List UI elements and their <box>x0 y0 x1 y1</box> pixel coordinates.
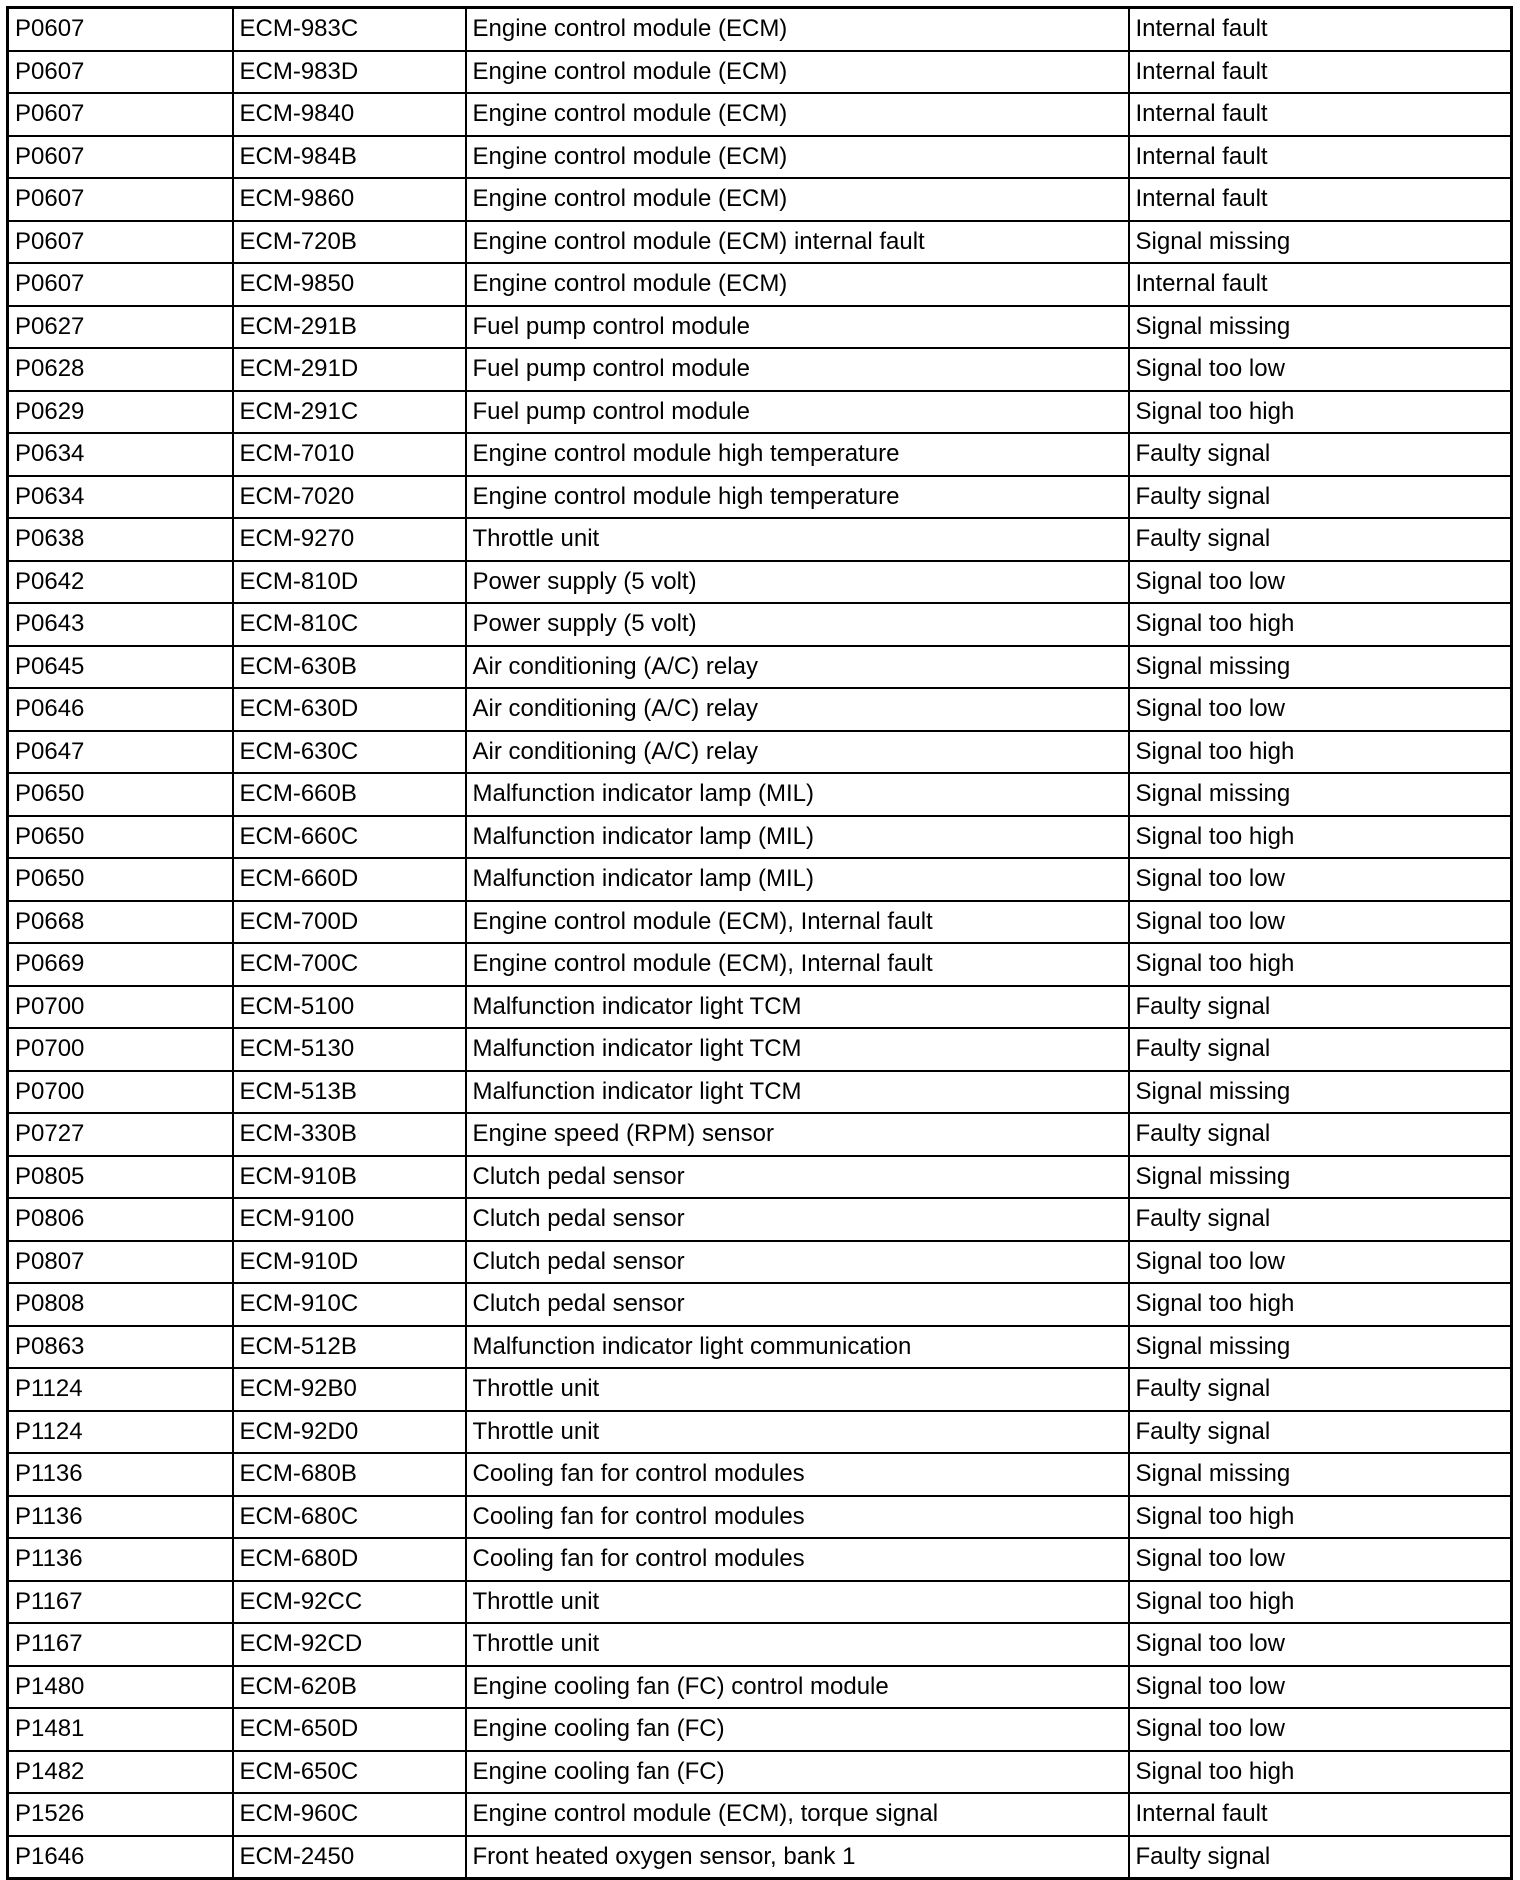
component-cell: Engine cooling fan (FC) control module <box>466 1666 1129 1709</box>
fault-type-cell: Signal too low <box>1129 1623 1512 1666</box>
fault-type-cell: Signal missing <box>1129 1453 1512 1496</box>
fault-type-cell: Signal too high <box>1129 943 1512 986</box>
table-row <box>8 1836 1512 1879</box>
dtc-code-cell: P0650 <box>8 858 233 901</box>
dtc-code-cell: P0700 <box>8 1071 233 1114</box>
dtc-code-cell: P1480 <box>8 1666 233 1709</box>
fault-type-cell: Signal too low <box>1129 1538 1512 1581</box>
fault-type-cell: Internal fault <box>1129 93 1512 136</box>
component-cell: Engine control module (ECM) internal fault <box>466 221 1129 264</box>
table-row <box>8 1071 1512 1114</box>
table-row <box>8 518 1512 561</box>
component-cell: Engine control module high temperature <box>466 433 1129 476</box>
component-cell: Engine control module (ECM) <box>466 136 1129 179</box>
dtc-code-cell: P1167 <box>8 1581 233 1624</box>
fault-type-cell: Signal missing <box>1129 1326 1512 1369</box>
ecm-code-cell: ECM-650C <box>233 1751 466 1794</box>
dtc-code-cell: P0646 <box>8 688 233 731</box>
ecm-code-cell: ECM-910B <box>233 1156 466 1199</box>
fault-type-cell: Signal too high <box>1129 1496 1512 1539</box>
component-cell: Front heated oxygen sensor, bank 1 <box>466 1836 1129 1879</box>
table-row <box>8 476 1512 519</box>
dtc-code-cell: P0668 <box>8 901 233 944</box>
fault-type-cell: Internal fault <box>1129 51 1512 94</box>
dtc-code-cell: P0647 <box>8 731 233 774</box>
dtc-table <box>6 6 1513 1880</box>
dtc-code-cell: P0806 <box>8 1198 233 1241</box>
ecm-code-cell: ECM-7020 <box>233 476 466 519</box>
component-cell: Cooling fan for control modules <box>466 1538 1129 1581</box>
dtc-code-cell: P1526 <box>8 1793 233 1836</box>
ecm-code-cell: ECM-2450 <box>233 1836 466 1879</box>
component-cell: Malfunction indicator light TCM <box>466 1071 1129 1114</box>
dtc-code-cell: P0634 <box>8 433 233 476</box>
dtc-code-cell: P0607 <box>8 93 233 136</box>
dtc-code-cell: P1481 <box>8 1708 233 1751</box>
fault-type-cell: Faulty signal <box>1129 476 1512 519</box>
component-cell: Engine control module (ECM) <box>466 178 1129 221</box>
table-row <box>8 901 1512 944</box>
fault-type-cell: Signal too low <box>1129 348 1512 391</box>
dtc-code-cell: P0607 <box>8 51 233 94</box>
dtc-code-cell: P1124 <box>8 1411 233 1454</box>
dtc-code-cell: P0643 <box>8 603 233 646</box>
ecm-code-cell: ECM-630C <box>233 731 466 774</box>
dtc-code-cell: P1167 <box>8 1623 233 1666</box>
table-row <box>8 1326 1512 1369</box>
dtc-code-cell: P0628 <box>8 348 233 391</box>
component-cell: Engine control module (ECM), Internal fault <box>466 901 1129 944</box>
ecm-code-cell: ECM-910C <box>233 1283 466 1326</box>
table-row <box>8 51 1512 94</box>
dtc-code-cell: P0638 <box>8 518 233 561</box>
dtc-code-cell: P1646 <box>8 1836 233 1879</box>
table-row <box>8 1666 1512 1709</box>
dtc-code-cell: P1136 <box>8 1538 233 1581</box>
dtc-code-cell: P0607 <box>8 8 233 51</box>
fault-type-cell: Signal missing <box>1129 1156 1512 1199</box>
table-row <box>8 1113 1512 1156</box>
ecm-code-cell: ECM-92D0 <box>233 1411 466 1454</box>
component-cell: Clutch pedal sensor <box>466 1241 1129 1284</box>
table-row <box>8 136 1512 179</box>
fault-type-cell: Internal fault <box>1129 178 1512 221</box>
component-cell: Engine control module (ECM), Internal fault <box>466 943 1129 986</box>
ecm-code-cell: ECM-9860 <box>233 178 466 221</box>
dtc-code-cell: P1136 <box>8 1453 233 1496</box>
table-row <box>8 646 1512 689</box>
table-row <box>8 1623 1512 1666</box>
ecm-code-cell: ECM-680B <box>233 1453 466 1496</box>
component-cell: Fuel pump control module <box>466 306 1129 349</box>
ecm-code-cell: ECM-700C <box>233 943 466 986</box>
component-cell: Engine control module (ECM) <box>466 93 1129 136</box>
table-row <box>8 986 1512 1029</box>
table-row <box>8 773 1512 816</box>
component-cell: Throttle unit <box>466 1411 1129 1454</box>
dtc-code-cell: P0805 <box>8 1156 233 1199</box>
fault-type-cell: Faulty signal <box>1129 1028 1512 1071</box>
table-row <box>8 1028 1512 1071</box>
dtc-code-cell: P0629 <box>8 391 233 434</box>
component-cell: Air conditioning (A/C) relay <box>466 646 1129 689</box>
table-row <box>8 1453 1512 1496</box>
table-row <box>8 1198 1512 1241</box>
fault-type-cell: Signal missing <box>1129 1071 1512 1114</box>
fault-type-cell: Signal missing <box>1129 646 1512 689</box>
fault-type-cell: Signal too low <box>1129 858 1512 901</box>
component-cell: Malfunction indicator light TCM <box>466 986 1129 1029</box>
component-cell: Malfunction indicator lamp (MIL) <box>466 816 1129 859</box>
component-cell: Throttle unit <box>466 518 1129 561</box>
dtc-code-cell: P0650 <box>8 773 233 816</box>
ecm-code-cell: ECM-650D <box>233 1708 466 1751</box>
ecm-code-cell: ECM-810D <box>233 561 466 604</box>
dtc-code-cell: P0607 <box>8 136 233 179</box>
component-cell: Power supply (5 volt) <box>466 603 1129 646</box>
ecm-code-cell: ECM-330B <box>233 1113 466 1156</box>
table-row <box>8 1708 1512 1751</box>
table-row <box>8 1368 1512 1411</box>
fault-type-cell: Signal missing <box>1129 221 1512 264</box>
component-cell: Clutch pedal sensor <box>466 1156 1129 1199</box>
dtc-code-cell: P0669 <box>8 943 233 986</box>
table-row <box>8 1283 1512 1326</box>
component-cell: Fuel pump control module <box>466 391 1129 434</box>
ecm-code-cell: ECM-9270 <box>233 518 466 561</box>
component-cell: Air conditioning (A/C) relay <box>466 731 1129 774</box>
table-row <box>8 561 1512 604</box>
component-cell: Throttle unit <box>466 1581 1129 1624</box>
table-row <box>8 688 1512 731</box>
fault-type-cell: Signal missing <box>1129 773 1512 816</box>
ecm-code-cell: ECM-984B <box>233 136 466 179</box>
ecm-code-cell: ECM-660D <box>233 858 466 901</box>
dtc-code-cell: P0634 <box>8 476 233 519</box>
ecm-code-cell: ECM-9850 <box>233 263 466 306</box>
table-row <box>8 1581 1512 1624</box>
fault-type-cell: Internal fault <box>1129 8 1512 51</box>
ecm-code-cell: ECM-700D <box>233 901 466 944</box>
dtc-code-cell: P0607 <box>8 178 233 221</box>
fault-type-cell: Signal too high <box>1129 1283 1512 1326</box>
ecm-code-cell: ECM-291C <box>233 391 466 434</box>
table-row <box>8 306 1512 349</box>
component-cell: Engine control module (ECM) <box>466 263 1129 306</box>
ecm-code-cell: ECM-5130 <box>233 1028 466 1071</box>
fault-type-cell: Signal missing <box>1129 306 1512 349</box>
fault-type-cell: Signal too high <box>1129 1751 1512 1794</box>
ecm-code-cell: ECM-680D <box>233 1538 466 1581</box>
component-cell: Clutch pedal sensor <box>466 1198 1129 1241</box>
table-row <box>8 221 1512 264</box>
dtc-code-cell: P0808 <box>8 1283 233 1326</box>
ecm-code-cell: ECM-630D <box>233 688 466 731</box>
table-row <box>8 178 1512 221</box>
fault-type-cell: Signal too low <box>1129 561 1512 604</box>
ecm-code-cell: ECM-983C <box>233 8 466 51</box>
table-row <box>8 731 1512 774</box>
ecm-code-cell: ECM-513B <box>233 1071 466 1114</box>
component-cell: Fuel pump control module <box>466 348 1129 391</box>
ecm-code-cell: ECM-630B <box>233 646 466 689</box>
table-row <box>8 1751 1512 1794</box>
fault-type-cell: Faulty signal <box>1129 986 1512 1029</box>
dtc-code-cell: P0807 <box>8 1241 233 1284</box>
table-row <box>8 391 1512 434</box>
component-cell: Malfunction indicator lamp (MIL) <box>466 773 1129 816</box>
ecm-code-cell: ECM-660B <box>233 773 466 816</box>
component-cell: Power supply (5 volt) <box>466 561 1129 604</box>
ecm-code-cell: ECM-92CC <box>233 1581 466 1624</box>
fault-type-cell: Internal fault <box>1129 136 1512 179</box>
dtc-code-cell: P0650 <box>8 816 233 859</box>
component-cell: Engine control module (ECM), torque signal <box>466 1793 1129 1836</box>
table-row <box>8 8 1512 51</box>
table-row <box>8 1496 1512 1539</box>
component-cell: Air conditioning (A/C) relay <box>466 688 1129 731</box>
table-row <box>8 858 1512 901</box>
ecm-code-cell: ECM-620B <box>233 1666 466 1709</box>
fault-type-cell: Signal too high <box>1129 391 1512 434</box>
ecm-code-cell: ECM-680C <box>233 1496 466 1539</box>
component-cell: Engine control module (ECM) <box>466 51 1129 94</box>
component-cell: Engine speed (RPM) sensor <box>466 1113 1129 1156</box>
fault-type-cell: Internal fault <box>1129 1793 1512 1836</box>
fault-type-cell: Signal too low <box>1129 1241 1512 1284</box>
table-row <box>8 1411 1512 1454</box>
dtc-code-cell: P1124 <box>8 1368 233 1411</box>
dtc-code-cell: P0700 <box>8 986 233 1029</box>
fault-type-cell: Signal too low <box>1129 688 1512 731</box>
ecm-code-cell: ECM-983D <box>233 51 466 94</box>
table-row <box>8 1241 1512 1284</box>
table-row <box>8 1793 1512 1836</box>
ecm-code-cell: ECM-291B <box>233 306 466 349</box>
fault-type-cell: Faulty signal <box>1129 1368 1512 1411</box>
dtc-code-cell: P0607 <box>8 263 233 306</box>
dtc-code-cell: P0627 <box>8 306 233 349</box>
component-cell: Engine control module (ECM) <box>466 8 1129 51</box>
component-cell: Throttle unit <box>466 1368 1129 1411</box>
component-cell: Malfunction indicator light communication <box>466 1326 1129 1369</box>
component-cell: Engine cooling fan (FC) <box>466 1708 1129 1751</box>
table-row <box>8 1156 1512 1199</box>
fault-type-cell: Signal too high <box>1129 816 1512 859</box>
component-cell: Clutch pedal sensor <box>466 1283 1129 1326</box>
fault-type-cell: Signal too low <box>1129 901 1512 944</box>
fault-type-cell: Faulty signal <box>1129 1836 1512 1879</box>
table-row <box>8 603 1512 646</box>
ecm-code-cell: ECM-720B <box>233 221 466 264</box>
table-row <box>8 263 1512 306</box>
fault-type-cell: Faulty signal <box>1129 1198 1512 1241</box>
dtc-code-cell: P1482 <box>8 1751 233 1794</box>
table-row <box>8 943 1512 986</box>
fault-type-cell: Faulty signal <box>1129 1411 1512 1454</box>
ecm-code-cell: ECM-9100 <box>233 1198 466 1241</box>
ecm-code-cell: ECM-7010 <box>233 433 466 476</box>
ecm-code-cell: ECM-5100 <box>233 986 466 1029</box>
ecm-code-cell: ECM-910D <box>233 1241 466 1284</box>
ecm-code-cell: ECM-512B <box>233 1326 466 1369</box>
table-row <box>8 816 1512 859</box>
dtc-code-cell: P0863 <box>8 1326 233 1369</box>
dtc-code-cell: P0645 <box>8 646 233 689</box>
dtc-code-cell: P0642 <box>8 561 233 604</box>
component-cell: Malfunction indicator light TCM <box>466 1028 1129 1071</box>
dtc-code-cell: P0700 <box>8 1028 233 1071</box>
ecm-code-cell: ECM-960C <box>233 1793 466 1836</box>
table-row <box>8 433 1512 476</box>
component-cell: Cooling fan for control modules <box>466 1496 1129 1539</box>
fault-type-cell: Faulty signal <box>1129 518 1512 561</box>
fault-type-cell: Signal too high <box>1129 731 1512 774</box>
dtc-code-cell: P0727 <box>8 1113 233 1156</box>
component-cell: Malfunction indicator lamp (MIL) <box>466 858 1129 901</box>
component-cell: Engine cooling fan (FC) <box>466 1751 1129 1794</box>
fault-type-cell: Signal too low <box>1129 1708 1512 1751</box>
ecm-code-cell: ECM-291D <box>233 348 466 391</box>
table-row <box>8 93 1512 136</box>
fault-type-cell: Internal fault <box>1129 263 1512 306</box>
fault-type-cell: Signal too high <box>1129 1581 1512 1624</box>
ecm-code-cell: ECM-9840 <box>233 93 466 136</box>
ecm-code-cell: ECM-660C <box>233 816 466 859</box>
table-row <box>8 1538 1512 1581</box>
component-cell: Throttle unit <box>466 1623 1129 1666</box>
fault-type-cell: Faulty signal <box>1129 1113 1512 1156</box>
table-row <box>8 348 1512 391</box>
ecm-code-cell: ECM-810C <box>233 603 466 646</box>
fault-type-cell: Faulty signal <box>1129 433 1512 476</box>
component-cell: Cooling fan for control modules <box>466 1453 1129 1496</box>
fault-type-cell: Signal too high <box>1129 603 1512 646</box>
ecm-code-cell: ECM-92CD <box>233 1623 466 1666</box>
ecm-code-cell: ECM-92B0 <box>233 1368 466 1411</box>
dtc-table-body <box>8 8 1512 1879</box>
dtc-code-cell: P0607 <box>8 221 233 264</box>
fault-type-cell: Signal too low <box>1129 1666 1512 1709</box>
component-cell: Engine control module high temperature <box>466 476 1129 519</box>
dtc-code-cell: P1136 <box>8 1496 233 1539</box>
